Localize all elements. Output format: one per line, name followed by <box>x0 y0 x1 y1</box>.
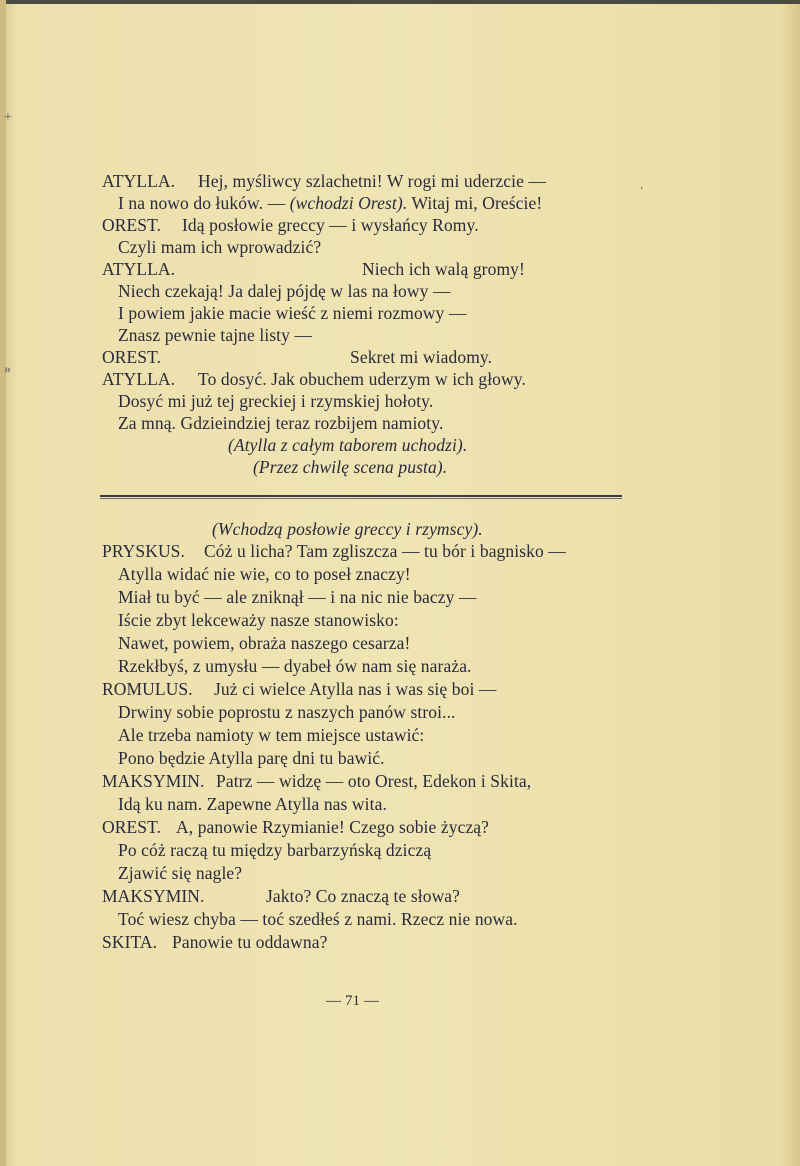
text-line: Rzekłbyś, z umysłu — dyabeł ów nam się naraża. <box>118 656 472 676</box>
speech-text: A, panowie Rzymianie! Czego sobie życzą? <box>176 817 490 837</box>
text-line: Zjawić się nagle? <box>118 863 243 883</box>
stage-direction: (Atylla z całym taborem uchodzi). <box>228 435 468 455</box>
section-divider <box>100 495 622 497</box>
speaker-name: ATYLLA. <box>102 171 176 191</box>
speaker-name: OREST. <box>102 817 162 837</box>
page-left-edge <box>0 0 6 1166</box>
text-line <box>102 931 328 953</box>
text-line: Po cóż raczą tu między barbarzyńską dziczą <box>118 840 432 860</box>
page-top-edge <box>0 0 800 4</box>
text-line: Czyli mam ich wprowadzić? <box>118 237 322 257</box>
speech-text: Idą posłowie greccy — i wysłańcy Romy. <box>182 215 479 235</box>
speaker-name: MAKSYMIN. <box>102 771 205 791</box>
speaker-name: SKITA. <box>102 932 158 952</box>
text-line <box>102 770 532 792</box>
speaker-name: ATYLLA. <box>102 259 176 279</box>
text-line: Niech czekają! Ja dalej pójdę w las na łowy — <box>118 281 451 301</box>
speaker-name: ROMULUS. <box>102 679 193 699</box>
speaker-name: OREST. <box>102 215 162 235</box>
speech-text: Witaj mi, Oreście! <box>411 193 543 213</box>
text-line: Idą ku nam. Zapewne Atylla nas wita. <box>118 794 387 814</box>
text-line <box>102 368 526 390</box>
text-line <box>102 258 525 280</box>
text-line: Nawet, powiem, obraża naszego cesarza! <box>118 633 411 653</box>
text-line: Drwiny sobie poprostu z naszych panów stroi... <box>118 702 456 722</box>
margin-mark: » <box>4 362 11 377</box>
speech-text: Hej, myśliwcy szlachetni! W rogi mi uderzcie — <box>198 171 547 191</box>
speaker-name: MAKSYMIN. <box>102 886 205 906</box>
speech-text: Sekret mi wiadomy. <box>350 347 493 367</box>
page-number: — 71 — <box>326 993 380 1009</box>
text-line <box>118 192 542 214</box>
text-line: Toć wiesz chyba — toć szedłeś z nami. Rzecz nie nowa. <box>118 909 518 929</box>
text-line <box>102 170 547 192</box>
text-line: I powiem jakie macie wieść z niemi rozmowy — <box>118 303 467 323</box>
stage-direction: (Przez chwilę scena pusta). <box>253 457 448 477</box>
speaker-name: ATYLLA. <box>102 369 176 389</box>
margin-mark: + <box>4 110 12 125</box>
text-line: Atylla widać nie wie, co to poseł znaczy! <box>118 564 411 584</box>
stage-direction: (wchodzi Orest). <box>289 193 408 213</box>
speech-text: I na nowo do łuków. — <box>118 193 286 213</box>
text-line: Iście zbyt lekceważy nasze stanowisko: <box>118 610 399 630</box>
text-line <box>102 885 461 907</box>
speech-text: Już ci wielce Atylla nas i was się boi — <box>214 679 497 699</box>
text-line <box>102 816 490 838</box>
text-line <box>102 346 493 368</box>
text-line: Pono będzie Atylla parę dni tu bawić. <box>118 748 385 768</box>
text-line: Znasz pewnie tajne listy — <box>118 325 313 345</box>
text-line: Za mną. Gdzieindziej teraz rozbijem namioty. <box>118 413 444 433</box>
text-line: Ale trzeba namioty w tem miejsce ustawić: <box>118 725 425 745</box>
speech-text: Niech ich walą gromy! <box>362 259 525 279</box>
margin-dot: . <box>640 178 644 193</box>
section-divider-underline <box>100 498 622 499</box>
stage-direction: (Wchodzą posłowie greccy i rzymscy). <box>212 519 483 539</box>
speech-text: Jakto? Co znaczą te słowa? <box>266 886 461 906</box>
speaker-name: PRYSKUS. <box>102 541 185 561</box>
speech-text: Panowie tu oddawna? <box>172 932 328 952</box>
text-line: Miał tu być — ale zniknął — i na nic nie baczy — <box>118 587 477 607</box>
text-line: Dosyć mi już tej greckiej i rzymskiej hołoty. <box>118 391 434 411</box>
speech-text: Patrz — widzę — oto Orest, Edekon i Skita, <box>216 771 532 791</box>
text-line <box>102 678 497 700</box>
speaker-name: OREST. <box>102 347 162 367</box>
speech-text: To dosyć. Jak obuchem uderzym w ich głowy. <box>198 369 526 389</box>
text-line <box>102 540 566 562</box>
speech-text: Cóż u licha? Tam zgliszcza — tu bór i bagnisko — <box>204 541 566 561</box>
text-line <box>102 214 479 236</box>
